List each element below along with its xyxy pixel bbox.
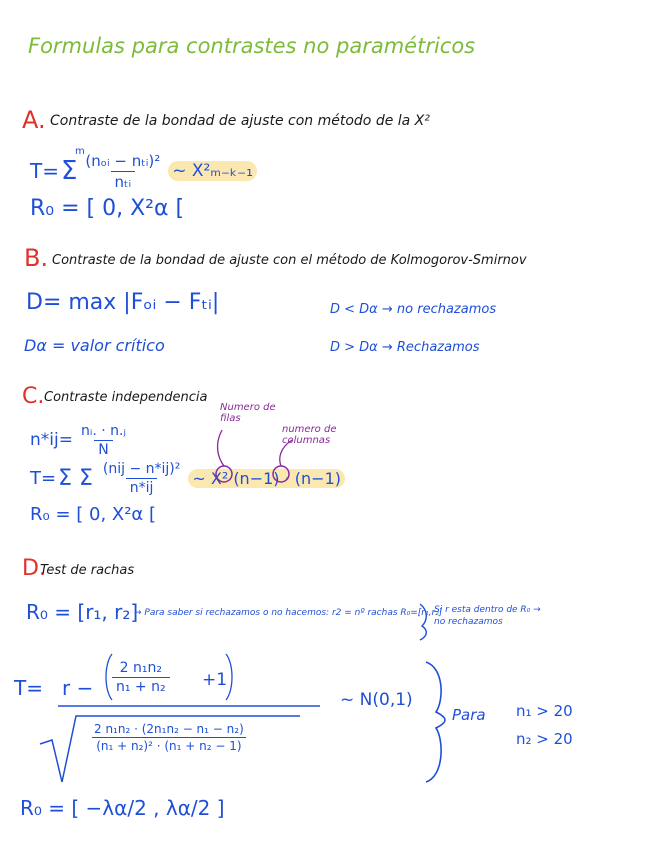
- circle-cols: [273, 466, 289, 482]
- sum-sign: Σ: [60, 156, 78, 186]
- section-a-R0: R₀ = [ 0, X²α [: [30, 196, 185, 221]
- section-a-letter: A.: [22, 106, 46, 134]
- paren-left: [106, 654, 112, 700]
- sqrt-sign: [40, 716, 300, 782]
- sum-upper: m: [74, 146, 85, 157]
- root-denominator: (n₁ + n₂)² · (n₁ + n₂ − 1): [92, 737, 245, 753]
- nij-denominator: N: [94, 440, 112, 458]
- section-b-rule-1: D < Dα → no rechazamos: [330, 302, 497, 317]
- arrow-cols: [280, 440, 292, 466]
- arrow-rows: [218, 430, 224, 466]
- section-d-cond-2: n₂ > 20: [516, 730, 573, 748]
- section-a-title: Contraste de la bondad de ajuste con método de la X²: [50, 113, 430, 129]
- section-d-para: Para: [452, 706, 486, 724]
- brace-small: [420, 604, 426, 640]
- section-d-title: Test de rachas: [40, 563, 135, 578]
- section-a-T-rhs: ~ X²ₘ₋ₖ₋₁: [168, 161, 257, 181]
- section-d-R0-interval: R₀ = [r₁, r₂]: [26, 600, 139, 624]
- section-d-R0-final: R₀ = [ −λα/2 , λα/2 ]: [20, 796, 225, 820]
- paren-right: [226, 654, 232, 700]
- section-d-cond-1: n₁ > 20: [516, 702, 573, 720]
- section-a-T-lhs: T=: [30, 159, 59, 183]
- page-title: Formulas para contrastes no paramétricos: [28, 34, 476, 58]
- section-a-denominator: nₜᵢ: [111, 171, 136, 191]
- section-c-title: Contraste independencia: [44, 390, 208, 405]
- nij-numerator: nᵢ. · n.ⱼ: [80, 422, 126, 439]
- section-b-title: Contraste de la bondad de ajuste con el método de Kolmogorov-Smirnov: [52, 253, 527, 268]
- section-d-R0-note: → Para saber si rechazamos o no hacemos: r2 = nº rachas R₀=[r₁,r₂]: [134, 608, 443, 618]
- note-cols: numero de columnas: [282, 424, 337, 446]
- section-b-rule-2: D > Dα → Rechazamos: [330, 340, 480, 355]
- section-d-T-r: r −: [62, 676, 94, 700]
- section-b-D-alpha: Dα = valor crítico: [24, 336, 165, 355]
- inner-numerator: 2 n₁n₂: [119, 660, 162, 676]
- section-d-T-dist: ~ N(0,1): [340, 690, 413, 710]
- brace-large: [426, 662, 445, 782]
- section-c-R0: R₀ = [ 0, X²α [: [30, 504, 157, 525]
- section-c-letter: C.: [22, 384, 45, 409]
- section-c-T-rhs: ~ X² (n−1) · (n−1): [188, 469, 345, 488]
- section-d-letter: D.: [22, 556, 46, 581]
- section-a-numerator: (nₒᵢ − nₜᵢ)²: [85, 151, 161, 170]
- root-numerator: 2 n₁n₂ · (2n₁n₂ − n₁ − n₂): [94, 722, 244, 736]
- section-c-numerator: (nij − n*ij)²: [102, 460, 181, 477]
- inner-denominator: n₁ + n₂: [112, 677, 170, 695]
- section-d-plus-one: +1: [202, 670, 228, 690]
- section-b-D-formula: D= max |Fₒᵢ − Fₜᵢ|: [26, 290, 220, 315]
- nij-lhs: n*ij=: [30, 430, 73, 450]
- section-d-side-note: Si r esta dentro de R₀ → no rechazamos: [434, 605, 541, 627]
- circle-rows: [216, 466, 232, 482]
- note-rows: Numero de filas: [220, 402, 276, 424]
- double-sum-symbol: Σ Σ: [58, 465, 93, 491]
- section-c-denominator: n*ij: [126, 478, 158, 496]
- section-d-T-lhs: T=: [14, 676, 43, 700]
- section-c-T-lhs: T=: [30, 467, 57, 489]
- section-b-letter: B.: [24, 244, 49, 272]
